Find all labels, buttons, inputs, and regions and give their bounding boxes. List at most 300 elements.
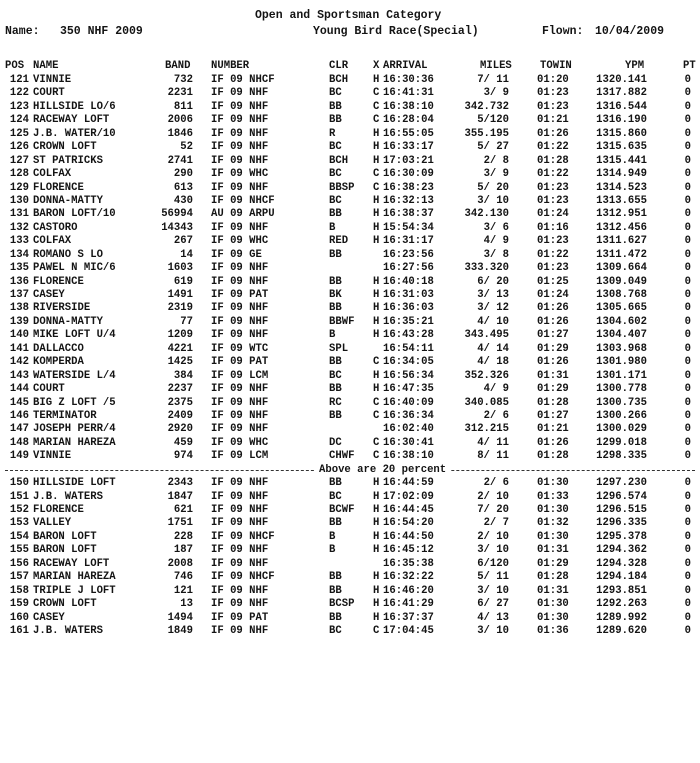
arrival-cell: 16:34:05 (383, 356, 434, 369)
pos-cell: 136 (9, 275, 29, 288)
column-header-band: BAND (165, 60, 191, 72)
number-cell: IF 09 NHF (211, 624, 269, 637)
band-cell: 77 (180, 315, 193, 328)
arrival-cell: 16:44:50 (383, 530, 434, 543)
name-cell: DONNA-MATTY (33, 315, 103, 328)
table-row (5, 517, 695, 530)
miles-cell: 342.732 (464, 100, 509, 113)
number-cell: IF 09 NHF (211, 114, 269, 127)
flown-date: 10/04/2009 (595, 25, 665, 38)
arrival-cell: 16:37:37 (383, 611, 434, 624)
name-cell: BARON LOFT (33, 530, 97, 543)
clr-cell: DC (329, 436, 342, 449)
pt-cell: 0 (684, 289, 691, 301)
x-cell: H (373, 208, 380, 221)
towin-cell: 01:25 (537, 275, 569, 288)
table-row (5, 437, 695, 450)
pt-cell: 0 (684, 248, 691, 261)
arrival-cell: 16:55:05 (383, 127, 434, 140)
band-cell: 1491 (167, 289, 193, 301)
table-row (5, 114, 695, 127)
table-row (5, 504, 695, 517)
pt-cell: 0 (684, 168, 691, 181)
arrival-cell: 16:41:31 (383, 87, 434, 100)
towin-cell: 01:26 (537, 302, 569, 315)
miles-cell: 6/ 27 (477, 598, 509, 611)
table-row (5, 141, 695, 154)
band-cell: 1846 (167, 127, 193, 140)
pt-cell: 0 (684, 141, 691, 154)
clr-cell: BK (329, 289, 342, 301)
arrival-cell: 16:56:34 (383, 369, 434, 382)
pt-cell: 0 (684, 436, 691, 449)
miles-cell: 6/ 20 (477, 275, 509, 288)
towin-cell: 01:23 (537, 262, 569, 275)
arrival-cell: 16:38:10 (383, 450, 434, 463)
table-row (5, 356, 695, 369)
arrival-cell: 16:38:10 (383, 100, 434, 113)
pt-cell: 0 (684, 611, 691, 624)
x-cell: H (373, 571, 380, 584)
miles-cell: 2/ 6 (483, 477, 509, 490)
band-cell: 2319 (167, 302, 193, 315)
ypm-cell: 1316.190 (596, 114, 647, 127)
name-cell: MARIAN HAREZA (33, 436, 116, 449)
number-cell: IF 09 NHF (211, 383, 269, 396)
miles-cell: 2/ 6 (483, 409, 509, 422)
number-cell: IF 09 PAT (211, 289, 269, 301)
pt-cell: 0 (684, 221, 691, 234)
pos-cell: 131 (9, 208, 29, 221)
miles-cell: 2/ 7 (483, 517, 509, 530)
ypm-cell: 1312.456 (596, 221, 647, 234)
name-cell: TERMINATOR (33, 409, 97, 422)
pt-cell: 0 (684, 342, 691, 355)
arrival-cell: 16:41:29 (383, 598, 434, 611)
ypm-cell: 1315.860 (596, 127, 647, 140)
ypm-cell: 1294.184 (596, 571, 647, 584)
number-cell: IF 09 NHF (211, 423, 269, 436)
name-cell: HILLSIDE LO/6 (33, 100, 116, 113)
x-cell: H (373, 383, 380, 396)
towin-cell: 01:33 (537, 490, 569, 503)
band-cell: 4221 (167, 342, 193, 355)
x-cell: H (373, 302, 380, 315)
ypm-cell: 1309.049 (596, 275, 647, 288)
pos-cell: 151 (9, 490, 29, 503)
number-cell: IF 09 NHCF (211, 74, 275, 86)
pt-cell: 0 (684, 275, 691, 288)
table-row (5, 302, 695, 315)
report-subheader (5, 25, 695, 39)
miles-cell: 8/ 11 (477, 450, 509, 463)
number-cell: IF 09 LCM (211, 450, 269, 463)
arrival-cell: 16:35:21 (383, 315, 434, 328)
towin-cell: 01:23 (537, 87, 569, 100)
pt-cell: 0 (684, 557, 691, 570)
clr-cell: BB (329, 100, 342, 113)
table-row (5, 612, 695, 625)
miles-cell: 355.195 (464, 127, 509, 140)
separator-text: Above are 20 percent (315, 464, 450, 476)
ypm-cell: 1301.171 (596, 369, 647, 382)
x-cell: C (373, 87, 380, 100)
name-cell: COURT (33, 87, 65, 100)
pos-cell: 158 (9, 584, 29, 597)
band-cell: 2343 (167, 477, 193, 490)
number-cell: IF 09 NHF (211, 154, 269, 167)
number-cell: IF 09 NHF (211, 127, 269, 140)
band-cell: 732 (173, 74, 193, 86)
name-cell: BARON LOFT (33, 544, 97, 557)
towin-cell: 01:24 (537, 208, 569, 221)
pos-cell: 147 (9, 423, 29, 436)
x-cell: C (373, 181, 380, 194)
miles-cell: 3/ 9 (483, 87, 509, 100)
pos-cell: 161 (9, 624, 29, 637)
miles-cell: 3/ 8 (483, 248, 509, 261)
pt-cell: 0 (684, 598, 691, 611)
name-cell: PAWEL N MIC/6 (33, 262, 116, 275)
arrival-cell: 16:35:38 (383, 557, 434, 570)
name-cell: MIKE LOFT U/4 (33, 329, 116, 342)
pt-cell: 0 (684, 396, 691, 409)
miles-cell: 4/ 9 (483, 383, 509, 396)
column-header-towin: TOWIN (540, 60, 572, 72)
pt-cell: 0 (684, 544, 691, 557)
x-cell: H (373, 584, 380, 597)
band-cell: 52 (180, 141, 193, 154)
number-cell: IF 09 NHF (211, 315, 269, 328)
table-row (5, 598, 695, 611)
ypm-cell: 1296.574 (596, 490, 647, 503)
clr-cell: BB (329, 584, 342, 597)
ypm-cell: 1303.968 (596, 342, 647, 355)
pt-cell: 0 (684, 154, 691, 167)
pt-cell: 0 (684, 423, 691, 436)
x-cell: H (373, 235, 380, 248)
arrival-cell: 16:40:09 (383, 396, 434, 409)
pt-cell: 0 (684, 571, 691, 584)
column-header-miles: MILES (480, 60, 512, 72)
table-row (5, 276, 695, 289)
clr-cell: BC (329, 87, 342, 100)
pt-cell: 0 (684, 100, 691, 113)
towin-cell: 01:29 (537, 383, 569, 396)
miles-cell: 3/ 10 (477, 544, 509, 557)
towin-cell: 01:29 (537, 342, 569, 355)
name-cell: CROWN LOFT (33, 598, 97, 611)
table-row (5, 249, 695, 262)
pos-cell: 133 (9, 235, 29, 248)
band-cell: 290 (173, 168, 193, 181)
number-cell: IF 09 NHF (211, 329, 269, 342)
name-cell: DONNA-MATTY (33, 194, 103, 207)
ypm-cell: 1313.655 (596, 194, 647, 207)
pt-cell: 0 (684, 383, 691, 396)
x-cell: H (373, 141, 380, 154)
ypm-cell: 1300.029 (596, 423, 647, 436)
number-cell: IF 09 LCM (211, 369, 269, 382)
column-header-row (5, 60, 695, 73)
towin-cell: 01:30 (537, 611, 569, 624)
number-cell: IF 09 NHF (211, 262, 269, 275)
miles-cell: 340.085 (464, 396, 509, 409)
towin-cell: 01:28 (537, 571, 569, 584)
towin-cell: 01:27 (537, 409, 569, 422)
towin-cell: 01:31 (537, 369, 569, 382)
ypm-cell: 1295.378 (596, 530, 647, 543)
pt-cell: 0 (684, 409, 691, 422)
name-cell: JOSEPH PERR/4 (33, 423, 116, 436)
ypm-cell: 1308.768 (596, 289, 647, 301)
x-cell: H (373, 329, 380, 342)
table-row (5, 195, 695, 208)
pt-cell: 0 (684, 504, 691, 516)
x-cell: C (373, 168, 380, 181)
name-cell: TRIPLE J LOFT (33, 584, 116, 597)
clr-cell: BC (329, 141, 342, 154)
table-row (5, 531, 695, 544)
towin-cell: 01:30 (537, 598, 569, 611)
number-cell: IF 09 GE (211, 248, 262, 261)
ypm-cell: 1315.441 (596, 154, 647, 167)
x-cell: H (373, 530, 380, 543)
x-cell: H (373, 598, 380, 611)
x-cell: C (373, 114, 380, 127)
band-cell: 811 (173, 100, 193, 113)
ypm-cell: 1309.664 (596, 262, 647, 275)
pos-cell: 124 (9, 114, 29, 127)
arrival-cell: 16:30:36 (383, 74, 434, 86)
towin-cell: 01:24 (537, 289, 569, 301)
miles-cell: 7/ 11 (477, 74, 509, 86)
miles-cell: 4/ 14 (477, 342, 509, 355)
pos-cell: 145 (9, 396, 29, 409)
band-cell: 974 (173, 450, 193, 463)
towin-cell: 01:26 (537, 436, 569, 449)
towin-cell: 01:16 (537, 221, 569, 234)
column-header-pt: PT (683, 60, 696, 72)
band-cell: 2231 (167, 87, 193, 100)
x-cell: C (373, 624, 380, 637)
name-cell: CASEY (33, 611, 65, 624)
band-cell: 746 (173, 571, 193, 584)
towin-cell: 01:27 (537, 329, 569, 342)
pt-cell: 0 (684, 208, 691, 221)
percent-separator (5, 464, 695, 477)
arrival-cell: 16:36:34 (383, 409, 434, 422)
miles-cell: 5/ 20 (477, 181, 509, 194)
miles-cell: 2/ 8 (483, 154, 509, 167)
arrival-cell: 16:40:18 (383, 275, 434, 288)
x-cell: H (373, 194, 380, 207)
arrival-cell: 17:03:21 (383, 154, 434, 167)
table-row (5, 208, 695, 221)
pos-cell: 132 (9, 221, 29, 234)
ypm-cell: 1320.141 (596, 74, 647, 86)
name-cell: HILLSIDE LOFT (33, 477, 116, 490)
clr-cell: BB (329, 356, 342, 369)
pos-cell: 139 (9, 315, 29, 328)
results-group-bottom (5, 477, 695, 638)
name-cell: DALLACCO (33, 342, 84, 355)
number-cell: IF 09 PAT (211, 611, 269, 624)
miles-cell: 5/ 27 (477, 141, 509, 154)
number-cell: IF 09 NHF (211, 544, 269, 557)
towin-cell: 01:30 (537, 504, 569, 516)
number-cell: IF 09 WTC (211, 342, 269, 355)
clr-cell: BB (329, 517, 342, 530)
table-row (5, 222, 695, 235)
band-cell: 2008 (167, 557, 193, 570)
clr-cell: BB (329, 477, 342, 490)
band-cell: 613 (173, 181, 193, 194)
towin-cell: 01:30 (537, 477, 569, 490)
towin-cell: 01:21 (537, 114, 569, 127)
ypm-cell: 1317.882 (596, 87, 647, 100)
clr-cell: BB (329, 248, 342, 261)
table-row (5, 329, 695, 342)
name-cell: FLORENCE (33, 181, 84, 194)
miles-cell: 3/ 13 (477, 289, 509, 301)
ypm-cell: 1289.620 (596, 624, 647, 637)
name-cell: ST PATRICKS (33, 154, 103, 167)
clr-cell: BB (329, 383, 342, 396)
number-cell: IF 09 NHF (211, 275, 269, 288)
x-cell: H (373, 544, 380, 557)
pos-cell: 156 (9, 557, 29, 570)
band-cell: 2237 (167, 383, 193, 396)
clr-cell: B (329, 544, 336, 557)
column-header-clr: CLR (329, 60, 349, 72)
number-cell: IF 09 NHF (211, 557, 269, 570)
band-cell: 14343 (161, 221, 193, 234)
towin-cell: 01:26 (537, 127, 569, 140)
pos-cell: 122 (9, 87, 29, 100)
clr-cell: BBWF (329, 315, 355, 328)
miles-cell: 5/ 11 (477, 571, 509, 584)
pt-cell: 0 (684, 74, 691, 86)
towin-cell: 01:30 (537, 530, 569, 543)
x-cell: H (373, 315, 380, 328)
name-cell: J.B. WATER/10 (33, 127, 116, 140)
ypm-cell: 1312.951 (596, 208, 647, 221)
pt-cell: 0 (684, 181, 691, 194)
x-cell: C (373, 356, 380, 369)
clr-cell: BB (329, 208, 342, 221)
number-cell: IF 09 NHCF (211, 194, 275, 207)
number-cell: AU 09 ARPU (211, 208, 275, 221)
name-cell: KOMPERDA (33, 356, 84, 369)
pos-cell: 154 (9, 530, 29, 543)
number-cell: IF 09 NHF (211, 141, 269, 154)
name-cell: RACEWAY LOFT (33, 557, 110, 570)
arrival-cell: 16:30:09 (383, 168, 434, 181)
miles-cell: 2/ 10 (477, 490, 509, 503)
pos-cell: 130 (9, 194, 29, 207)
band-cell: 2375 (167, 396, 193, 409)
table-row (5, 558, 695, 571)
name-cell: J.B. WATERS (33, 490, 103, 503)
table-row (5, 128, 695, 141)
arrival-cell: 16:43:28 (383, 329, 434, 342)
pos-cell: 138 (9, 302, 29, 315)
miles-cell: 312.215 (464, 423, 509, 436)
arrival-cell: 16:02:40 (383, 423, 434, 436)
name-label: Name: (5, 25, 40, 38)
arrival-cell: 17:04:45 (383, 624, 434, 637)
table-row (5, 182, 695, 195)
clr-cell: BCWF (329, 504, 355, 516)
clr-cell: BB (329, 114, 342, 127)
clr-cell: BB (329, 409, 342, 422)
arrival-cell: 16:28:04 (383, 114, 434, 127)
arrival-cell: 16:46:20 (383, 584, 434, 597)
ypm-cell: 1300.735 (596, 396, 647, 409)
band-cell: 1209 (167, 329, 193, 342)
x-cell: H (373, 517, 380, 530)
arrival-cell: 16:32:13 (383, 194, 434, 207)
miles-cell: 4/ 10 (477, 315, 509, 328)
table-row (5, 101, 695, 114)
arrival-cell: 16:38:23 (383, 181, 434, 194)
number-cell: IF 09 PAT (211, 356, 269, 369)
x-cell: H (373, 369, 380, 382)
band-cell: 121 (173, 584, 193, 597)
column-header-ypm: YPM (625, 60, 645, 72)
pos-cell: 143 (9, 369, 29, 382)
clr-cell: BC (329, 168, 342, 181)
table-row (5, 491, 695, 504)
ypm-cell: 1304.407 (596, 329, 647, 342)
pos-cell: 141 (9, 342, 29, 355)
arrival-cell: 15:54:34 (383, 221, 434, 234)
miles-cell: 3/ 10 (477, 194, 509, 207)
name-cell: VINNIE (33, 74, 72, 86)
table-row (5, 262, 695, 275)
miles-cell: 4/ 18 (477, 356, 509, 369)
name-cell: BIG Z LOFT /5 (33, 396, 116, 409)
clr-cell: BC (329, 194, 342, 207)
ypm-cell: 1311.627 (596, 235, 647, 248)
pos-cell: 127 (9, 154, 29, 167)
arrival-cell: 16:54:11 (383, 342, 434, 355)
pt-cell: 0 (684, 517, 691, 530)
towin-cell: 01:23 (537, 181, 569, 194)
x-cell: C (373, 450, 380, 463)
number-cell: IF 09 WHC (211, 436, 269, 449)
towin-cell: 01:26 (537, 315, 569, 328)
arrival-cell: 16:31:17 (383, 235, 434, 248)
x-cell: H (373, 221, 380, 234)
ypm-cell: 1300.266 (596, 409, 647, 422)
column-header-x: X (373, 60, 380, 72)
band-cell: 430 (173, 194, 193, 207)
pt-cell: 0 (684, 127, 691, 140)
pt-cell: 0 (684, 235, 691, 248)
pos-cell: 142 (9, 356, 29, 369)
name-cell: FLORENCE (33, 275, 84, 288)
clr-cell: RED (329, 235, 349, 248)
ypm-cell: 1289.992 (596, 611, 647, 624)
pt-cell: 0 (684, 87, 691, 100)
pt-cell: 0 (684, 356, 691, 369)
band-cell: 459 (173, 436, 193, 449)
towin-cell: 01:22 (537, 168, 569, 181)
pos-cell: 159 (9, 598, 29, 611)
number-cell: IF 09 NHF (211, 87, 269, 100)
